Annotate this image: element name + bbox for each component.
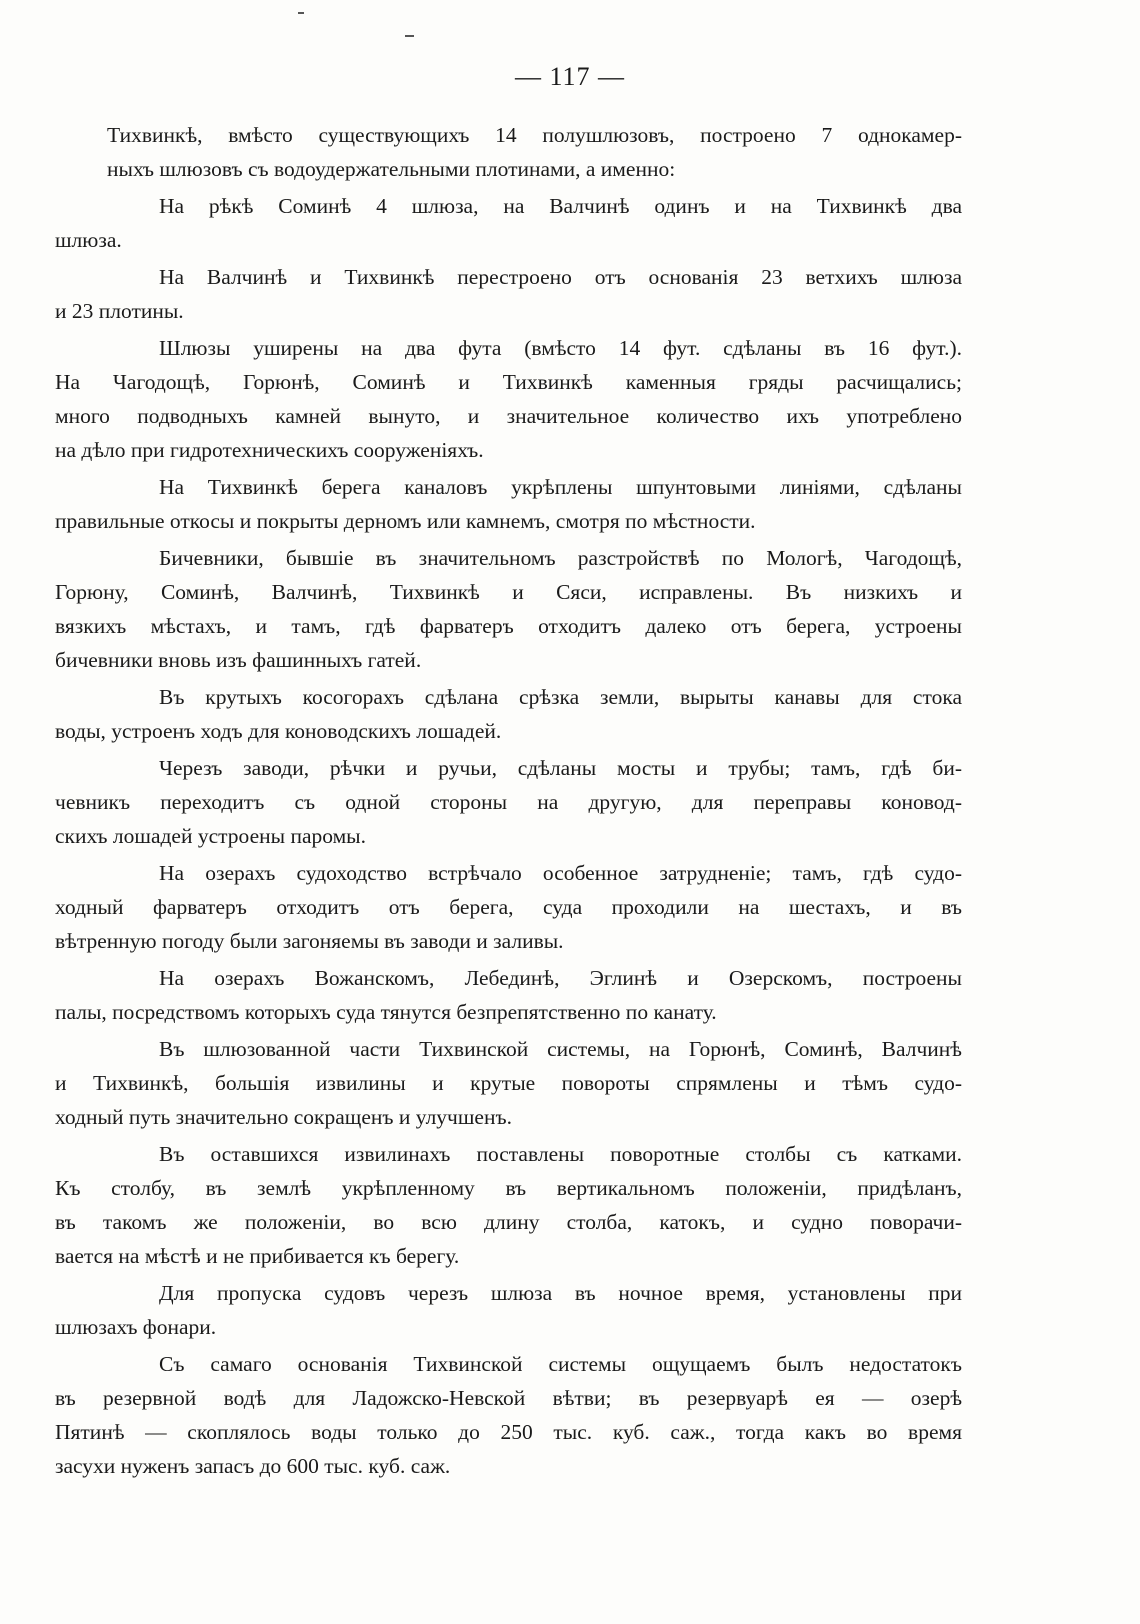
- paragraph: [55, 470, 962, 538]
- paragraph: [55, 680, 962, 748]
- text-line: На озерахъ судоходство встрѣчало особенное затрудненіе; тамъ, гдѣ судо-: [159, 861, 962, 885]
- paragraph: [55, 751, 962, 853]
- print-speck: [405, 35, 414, 37]
- paragraph: [55, 1347, 962, 1483]
- text-line: шлюзахъ фонари.: [55, 1315, 217, 1339]
- text-line: бичевники вновь изъ фашинныхъ гатей.: [55, 648, 422, 672]
- paragraph: [55, 260, 962, 328]
- paragraph: [55, 189, 962, 257]
- text-line: На Тихвинкѣ берега каналовъ укрѣплены шпунтовыми линіями, сдѣланы: [159, 475, 962, 499]
- text-line: и 23 плотины.: [55, 299, 184, 323]
- text-line: шлюза.: [55, 228, 122, 252]
- paragraph: [55, 331, 962, 467]
- paragraph: [55, 856, 962, 958]
- text-line: Бичевники, бывшіе въ значительномъ разстройствѣ по Мологѣ, Чагодощѣ,: [159, 546, 962, 570]
- text-line: Тихвинкѣ, вмѣсто существующихъ 14 полушлюзовъ, построено 7 однокамер-: [107, 123, 962, 147]
- text-line: вѣтренную погоду были загоняемы въ заводи и заливы.: [55, 929, 564, 953]
- text-line: воды, устроенъ ходъ для коноводскихъ лошадей.: [55, 719, 502, 743]
- text-line: Для пропуска судовъ черезъ шлюза въ ночное время, установлены при: [159, 1281, 962, 1305]
- text-line: Въ крутыхъ косогорахъ сдѣлана срѣзка земли, вырыты канавы для стока: [159, 685, 962, 709]
- paragraph: [55, 961, 962, 1029]
- text-line: Съ самаго основанія Тихвинской системы ощущаемъ былъ недостатокъ: [159, 1352, 962, 1376]
- text-line: Въ шлюзованной части Тихвинской системы, на Горюнѣ, Соминѣ, Валчинѣ: [159, 1037, 962, 1061]
- text-line: На Чагодощѣ, Горюнѣ, Соминѣ и Тихвинкѣ каменныя гряды расчищались;: [55, 370, 962, 394]
- text-line: На Валчинѣ и Тихвинкѣ перестроено отъ основанія 23 ветхихъ шлюза: [159, 265, 962, 289]
- text-line: ходный путь значительно сокращенъ и улучшенъ.: [55, 1105, 512, 1129]
- paragraph: [107, 118, 962, 186]
- text-line: вязкихъ мѣстахъ, и тамъ, гдѣ фарватеръ отходитъ далеко отъ берега, устроены: [55, 614, 962, 638]
- paragraph: [55, 541, 962, 677]
- text-line: ходный фарватеръ отходитъ отъ берега, суда проходили на шестахъ, и въ: [55, 895, 962, 919]
- text-line: и Тихвинкѣ, большія извилины и крутые повороты спрямлены и тѣмъ судо-: [55, 1071, 962, 1095]
- text-line: въ такомъ же положеніи, во всю длину столба, катокъ, и судно поворачи-: [55, 1210, 962, 1234]
- text-line: На рѣкѣ Соминѣ 4 шлюза, на Валчинѣ одинъ и на Тихвинкѣ два: [159, 194, 962, 218]
- text-line: Къ столбу, въ землѣ укрѣпленному въ вертикальномъ положеніи, придѣланъ,: [55, 1176, 962, 1200]
- page-number: — 117 —: [514, 62, 626, 91]
- text-line: палы, посредствомъ которыхъ суда тянутся безпрепятственно по канату.: [55, 1000, 717, 1024]
- text-line: на дѣло при гидротехническихъ сооруженіяхъ.: [55, 438, 484, 462]
- paragraph: [55, 1276, 962, 1344]
- text-line: скихъ лошадей устроены паромы.: [55, 824, 367, 848]
- text-line: чевникъ переходитъ съ одной стороны на другую, для переправы коновод-: [55, 790, 962, 814]
- paragraph: [55, 1137, 962, 1273]
- print-speck: [298, 12, 304, 14]
- paragraph: [55, 1032, 962, 1134]
- text-line: ныхъ шлюзовъ съ водоудержательными плотинами, а именно:: [107, 157, 676, 181]
- text-line: правильные откосы и покрыты дерномъ или камнемъ, смотря по мѣстности.: [55, 509, 756, 533]
- text-line: Черезъ заводи, рѣчки и ручьи, сдѣланы мосты и трубы; тамъ, гдѣ би-: [159, 756, 962, 780]
- text-line: вается на мѣстѣ и не прибивается къ берегу.: [55, 1244, 460, 1268]
- text-line: Пятинѣ — скоплялось воды только до 250 тыс. куб. саж., тогда какъ во время: [55, 1420, 962, 1444]
- text-line: засухи нуженъ запасъ до 600 тыс. куб. саж.: [55, 1454, 451, 1478]
- text-line: Шлюзы уширены на два фута (вмѣсто 14 фут. сдѣланы въ 16 фут.).: [159, 336, 962, 360]
- text-line: много подводныхъ камней вынуто, и значительное количество ихъ употреблено: [55, 404, 962, 428]
- text-line: въ резервной водѣ для Ладожско-Невской вѣтви; въ резервуарѣ ея — озерѣ: [55, 1386, 962, 1410]
- text-line: На озерахъ Вожанскомъ, Лебединѣ, Эглинѣ и Озерскомъ, построены: [159, 966, 962, 990]
- text-line: Въ оставшихся извилинахъ поставлены поворотные столбы съ катками.: [159, 1142, 962, 1166]
- text-line: Горюну, Соминѣ, Валчинѣ, Тихвинкѣ и Сяси, исправлены. Въ низкихъ и: [55, 580, 962, 604]
- body-text: [55, 118, 962, 1486]
